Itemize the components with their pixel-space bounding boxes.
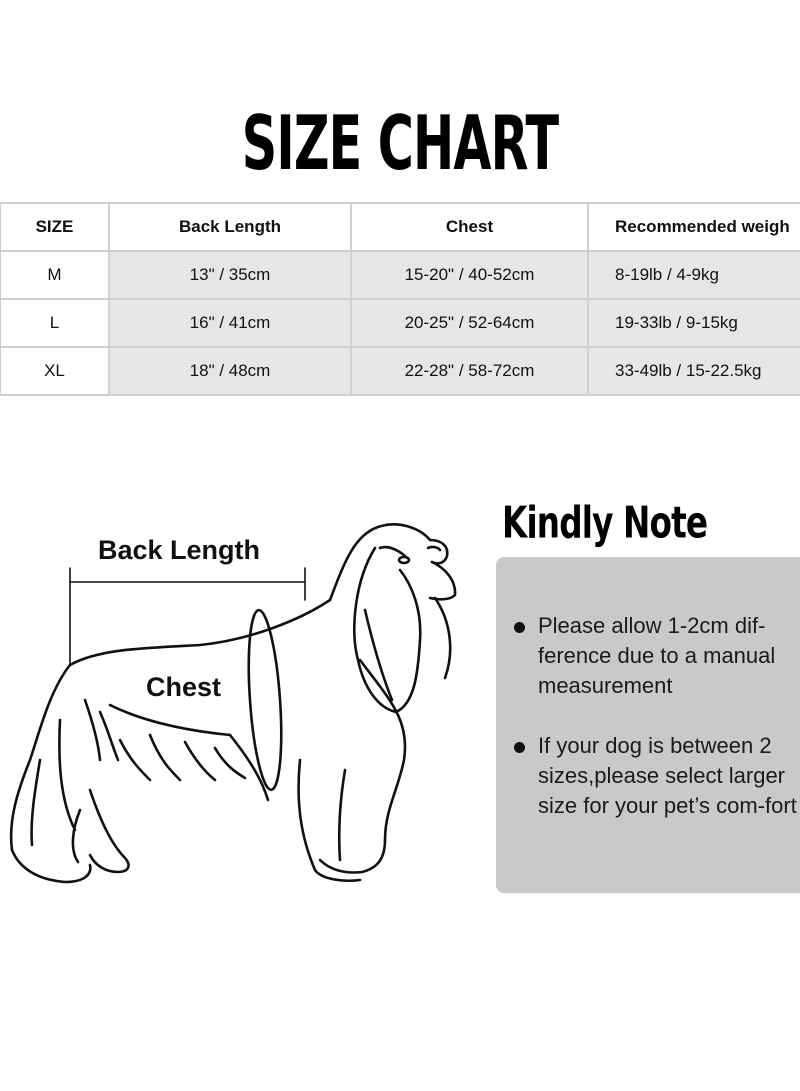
table-cell: 18" / 48cm <box>109 347 351 395</box>
table-cell: 8-19lb / 4-9kg <box>588 251 800 299</box>
table-row <box>0 251 800 299</box>
note-item <box>538 731 800 821</box>
table-row <box>0 299 800 347</box>
back-length-measure-line <box>70 568 305 665</box>
table-cell: 13" / 35cm <box>109 251 351 299</box>
page-title: SIZE CHART <box>241 100 559 188</box>
note-item <box>538 611 800 701</box>
table-header-row <box>0 203 800 251</box>
table-cell: 22-28" / 58-72cm <box>351 347 588 395</box>
table-header-cell: SIZE <box>0 203 109 251</box>
table-cell: XL <box>0 347 109 395</box>
table-cell: 33-49lb / 15-22.5kg <box>588 347 800 395</box>
note-title: Kindly Note <box>502 497 708 548</box>
table-cell: 16" / 41cm <box>109 299 351 347</box>
table-cell: 20-25" / 52-64cm <box>351 299 588 347</box>
table-cell: L <box>0 299 109 347</box>
table-row <box>0 347 800 395</box>
table-header-cell: Chest <box>351 203 588 251</box>
table-header-cell: Recommended weigh <box>588 203 800 251</box>
table-cell: 19-33lb / 9-15kg <box>588 299 800 347</box>
bullet-icon <box>514 742 525 753</box>
back-length-label: Back Length <box>98 535 261 565</box>
chest-label: Chest <box>146 672 222 702</box>
note-box <box>496 557 800 893</box>
bullet-icon <box>514 622 525 633</box>
table-cell: 15-20" / 40-52cm <box>351 251 588 299</box>
size-table <box>0 202 800 396</box>
note-item-text: If your dog is between 2 sizes,please select larger size for your pet’s com-fort <box>538 733 797 818</box>
table-cell: M <box>0 251 109 299</box>
table-header-cell: Back Length <box>109 203 351 251</box>
note-item-text: Please allow 1-2cm dif-ference due to a manual measurement <box>538 613 776 698</box>
